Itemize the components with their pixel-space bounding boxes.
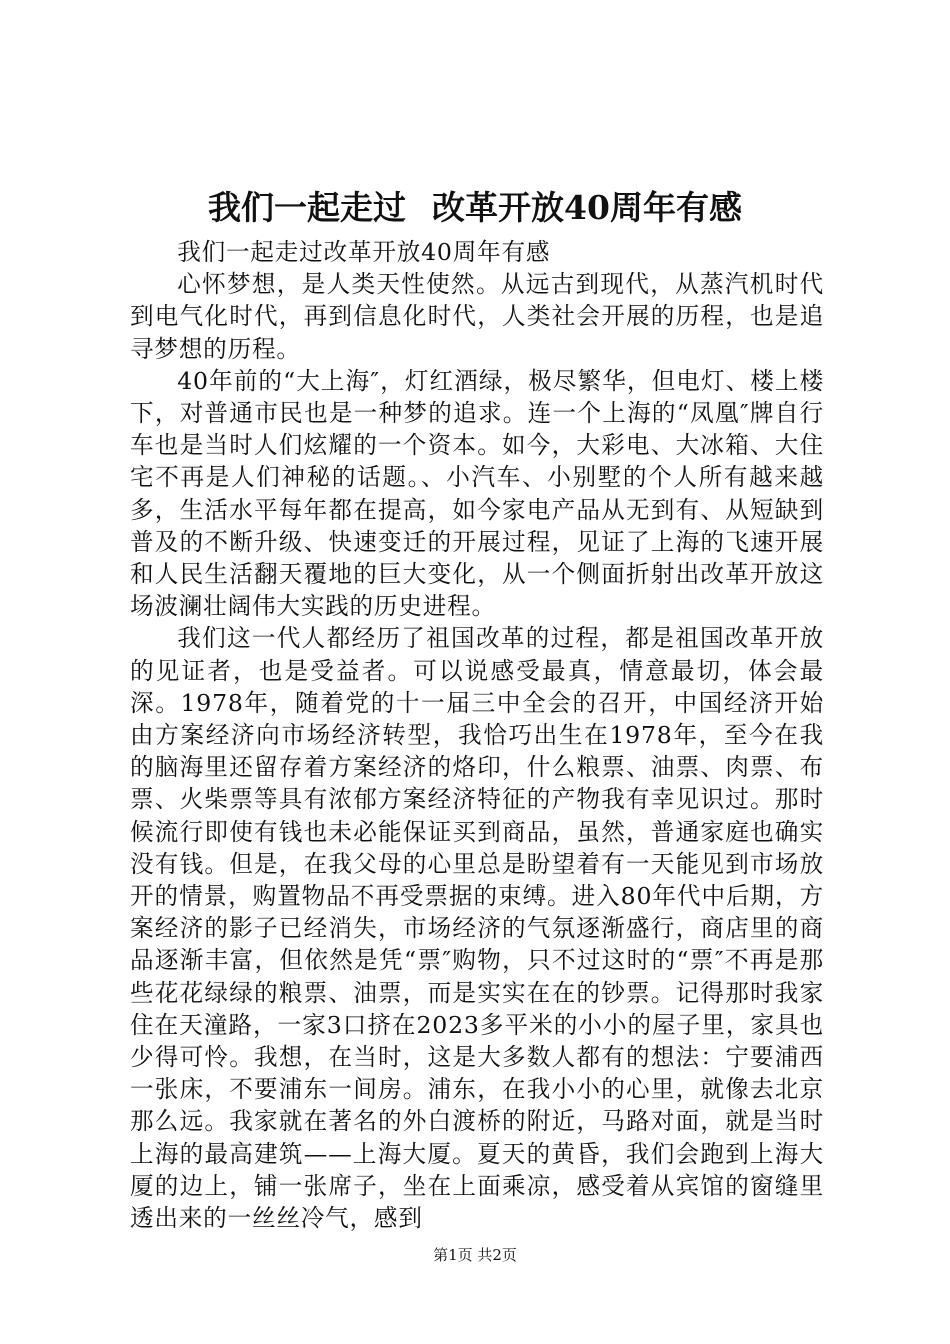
paragraph-2: 40年前的“大上海″，灯红酒绿，极尽繁华，但电灯、楼上楼下，对普通市民也是一种梦的追求。连一个上海的“凤凰″牌自行车也是当时人们炫耀的一个资本。如今，大彩电、大冰箱、大住宅不再是人们神秘的话题。、小汽车、小别墅的个人所有越来越多，生活水平每年都在提高，如今家电产品从无到有、从短缺到普及的不断升级、快速变迁的开展过程，见证了上海的飞速开展和人民生活翻天覆地的巨大变化，从一个侧面折射出改革开放这场波澜壮阔伟大实践的历史进程。 (130, 366, 824, 621)
document-title (0, 186, 950, 230)
page-footer (0, 1245, 950, 1265)
paragraph-1: 心怀梦想，是人类天性使然。从远古到现代，从蒸汽机时代到电气化时代，再到信息化时代，人类社会开展的历程，也是追寻梦想的历程。 (130, 270, 824, 363)
page-indicator: 第1页 共2页 (433, 1246, 517, 1264)
title-part-1: 我们一起走过 (208, 188, 407, 227)
paragraph-3: 我们这一代人都经历了祖国改革的过程，都是祖国改革开放的见证者，也是受益者。可以说感受最真，情意最切，体会最深。1978年，随着党的十一届三中全会的召开，中国经济开始由方案经济向市场经济转型，我恰巧出生在1978年，至今在我的脑海里还留存着方案经济的烙印，什么粮票、油票、肉票、布票、火柴票等具有浓郁方案经济特征的产物我有幸见识过。那时候流行即使有钱也未必能保证买到商品，虽然，普通家庭也确实没有钱。但是，在我父母的心里总是盼望着有一天能见到市场放开的情景，购置物品不再受票据的束缚。进入80年代中后期，方案经济的影子已经消失，市场经济的气氛逐渐盛行，商店里的商品逐渐丰富，但依然是凭“票″购物，只不过这时的“票″不再是那些花花绿绿的粮票、油票，而是实实在在的钞票。记得那时我家住在天潼路，一家3口挤在2023多平米的小小的屋子里，家具也少得可怜。我想，在当时，这是大多数人都有的想法：宁要浦西一张床，不要浦东一间房。浦东，在我小小的心里，就像去北京那么远。我家就在著名的外白渡桥的附近，马路对面，就是当时上海的最高建筑——上海大厦。夏天的黄昏，我们会跑到上海大厦的边上，铺一张席子，坐在上面乘凉，感受着从宾馆的窗缝里透出来的一丝丝冷气，感到 (130, 624, 824, 1233)
subtitle-paragraph: 我们一起走过改革开放40周年有感 (177, 238, 551, 266)
title-part-2: 改革开放40周年有感 (432, 188, 742, 227)
document-body (130, 236, 824, 1234)
